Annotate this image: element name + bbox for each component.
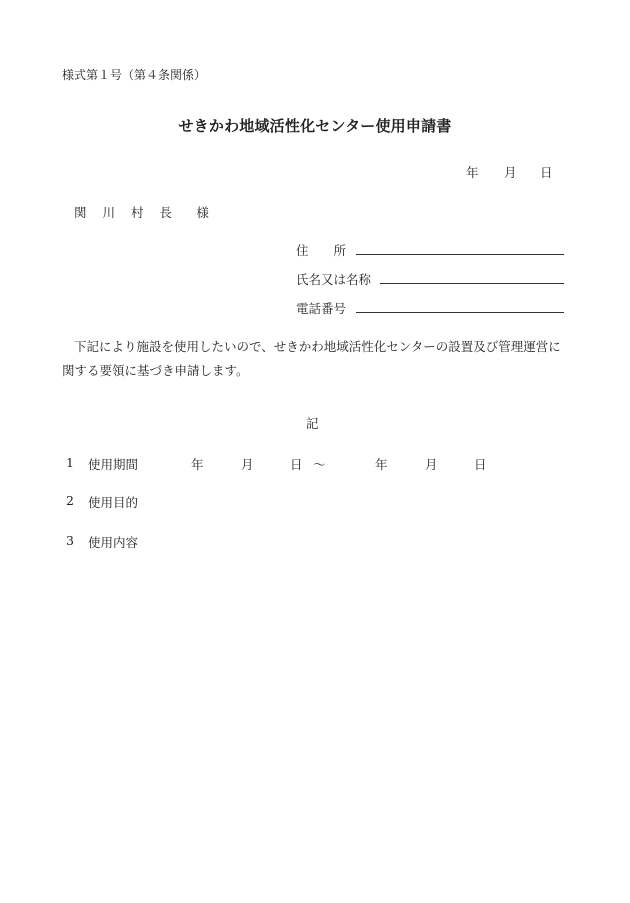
period-day-1: 日 — [290, 457, 303, 472]
ki-heading: 記 — [306, 416, 319, 431]
address-line[interactable] — [356, 254, 564, 255]
item-number: 1 — [66, 455, 74, 470]
period-year-1: 年 — [191, 457, 204, 472]
item-label-usage-content: 使用内容 — [88, 535, 139, 550]
item-label-usage-period: 使用期間 — [88, 457, 139, 472]
date-month-label: 月 — [504, 165, 517, 180]
period-month-1: 月 — [241, 457, 254, 472]
phone-line[interactable] — [356, 312, 564, 313]
addressee: 関 川 村 長 様 — [74, 205, 215, 220]
name-line[interactable] — [380, 283, 564, 284]
date-day-label: 日 — [540, 165, 553, 180]
body-text: 下記により施設を使用したいので、せきかわ地域活性化センターの設置及び管理運営に関する要領に基づき申請します。 — [62, 339, 561, 378]
name-label: 氏名又は名称 — [296, 272, 372, 287]
period-tilde: ～ — [313, 457, 326, 472]
period-month-2: 月 — [425, 457, 438, 472]
period-day-2: 日 — [474, 457, 487, 472]
item-label-usage-purpose: 使用目的 — [88, 495, 139, 510]
item-number: 2 — [66, 493, 74, 508]
period-year-2: 年 — [375, 457, 388, 472]
address-label: 住 所 — [296, 243, 347, 258]
document-title: せきかわ地域活性化センター使用申請書 — [178, 117, 452, 135]
form-number: 様式第１号（第４条関係） — [62, 68, 207, 82]
item-number: 3 — [66, 533, 74, 548]
date-year-label: 年 — [466, 165, 479, 180]
phone-label: 電話番号 — [296, 301, 347, 316]
